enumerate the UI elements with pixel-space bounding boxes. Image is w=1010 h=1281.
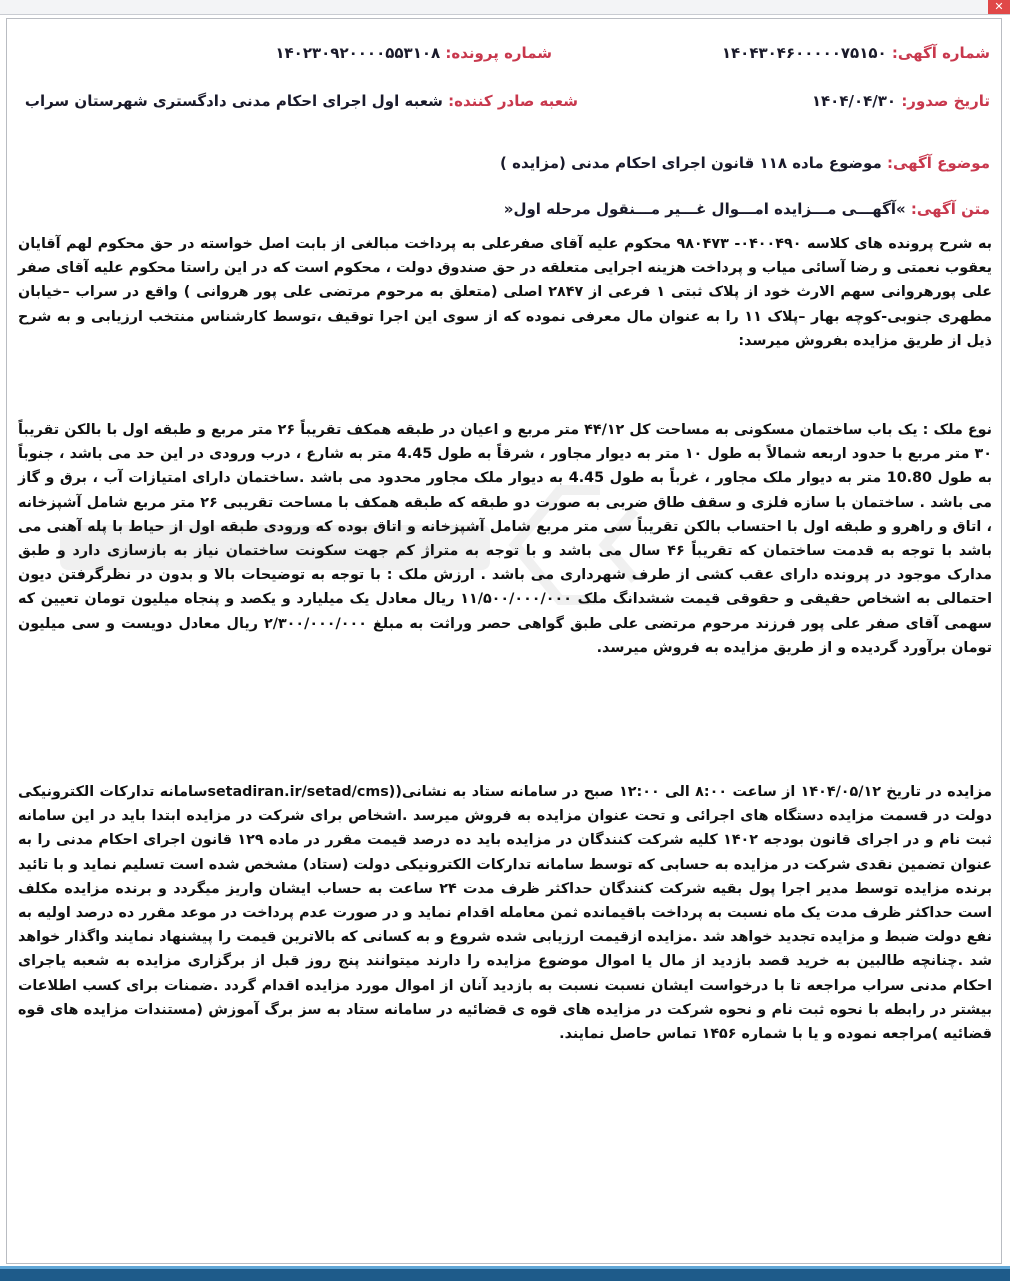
subject [500, 154, 990, 172]
file-number [275, 44, 552, 62]
text-label: متن آگهی: [910, 200, 990, 218]
bottom-bar [0, 1266, 1010, 1281]
issue-date [812, 92, 990, 110]
issuer-label: شعبه صادر کننده: [448, 92, 578, 110]
window-titlebar [0, 0, 1010, 15]
paragraph-property: نوع ملک : یک باب ساختمان مسکونی به مساحت کل ۴۴/۱۲ متر مربع و اعیان در طبقه همکف تقریباً ۲۶ متر مربع و طبقه اول با بالکن تقریباً ۳۰ متر مربع با حدود اربعه شمالاً به طول ۱۰ متر به دیوار مجاور ، شرقاً به طول 4.45 متر به شارع ، درب ورودی در این حد می باشد ، جنوباً به طول 10.80 متر به دیوار ملک مجاور ، غرباً به طول 4.45 به دیوار ملک مجاور محدود می باشد .ساختمان دارای امتیازات آب ، برق و گاز می باشد . ساختمان با سازه فلزی و سقف طاق ضربی به صورت دو طبقه که طبقه همکف با مساحت تقریبی ۲۶ متر مربع شامل آشپزخانه ، اتاق و راهرو و طبقه اول با احتساب بالکن تقریباً سی متر مربع شامل آشپزخانه و اتاق بوده که ورودی طبقه اول از حیاط با پله آهنی می باشد با توجه به قدمت ساختمان که تقریباً ۴۶ سال می باشد و با توجه به متراژ کم جهت سکونت ساختمان نیاز به بازسازی دارد و طبق مدارک موجود در پرونده دارای عقب کشی از طرف شهرداری می باشد . ارزش ملک : با توجه به توضیحات بالا و بدون در نظرگرفتن دیون احتمالی به اشخاص حقیقی و حقوقی قیمت ششدانگ ملک ۱۱/۵۰۰/۰۰۰/۰۰۰ ریال معادل یک میلیارد و یکصد و پنجاه میلیون تومان تعیین که سهمی آقای صفر علی پور فرزند مرحوم مرتضی علی طبق گواهی حصر وراثت به مبلغ ۲/۳۰۰/۰۰۰/۰۰۰ ریال معادل دویست و سی میلیون تومان برآورد گردیده و از طریق مزایده به فروش میرسد. [18, 422, 993, 656]
issuer-value: شعبه اول اجرای احکام مدنی دادگستری شهرستان سراب [24, 92, 443, 110]
ad-number-label: شماره آگهی: [891, 44, 990, 62]
issue-date-value: ۱۴۰۴/۰۴/۳۰ [811, 92, 897, 110]
text-title: »آگهـــی مـــزایده امـــوال غـــیر مـــنقول مرحله اول« [503, 200, 906, 218]
header-row-2 [14, 92, 996, 122]
subject-label: موضوع آگهی: [886, 154, 990, 172]
close-icon[interactable]: ✕ [988, 0, 1010, 14]
issue-date-label: تاریخ صدور: [901, 92, 990, 110]
header-row-1 [14, 44, 996, 74]
ad-number [722, 44, 990, 62]
subject-value: موضوع ماده ۱۱۸ قانون اجرای احکام مدنی (مزایده ) [500, 154, 882, 172]
ad-number-value: ۱۴۰۴۳۰۴۶۰۰۰۰۰۷۵۱۵۰ [721, 44, 887, 62]
announcement-title [504, 200, 990, 218]
file-number-label: شماره پرونده: [445, 44, 552, 62]
paragraph-case: به شرح پرونده های کلاسه ۰۴۰۰۴۹۰- ۹۸۰۴۷۳ محکوم علیه آقای صفرعلی به پرداخت مبالغی از بابت اصل خواسته در حق محکوم لهم آقایان یعقوب نعمتی و رضا آسائی میاب و پرداخت هزینه اجرایی متعلقه در حق صندوق دولت ، محکوم است که در این راستا محکوم علیه آقای صفر علی پورهروانی سهم الارث خود از پلاک ثبتی ۱ فرعی از ۲۸۴۷ اصلی (متعلق به مرحوم مرتضی علی پور هروانی ) واقع در سراب –خیابان مطهری جنوبی-کوچه بهار –پلاک ۱۱ را به عنوان مال معرفی نموده که از سوی این اجرا توقیف ،توسط کارشناس منتخب ارزیابی و به شرح ذیل از طریق مزایده بفروش میرسد: [18, 236, 993, 349]
file-number-value: ۱۴۰۲۳۰۹۲۰۰۰۰۵۵۳۱۰۸ [275, 44, 441, 62]
paragraph-auction: مزایده در تاریخ ۱۴۰۴/۰۵/۱۲ از ساعت ۸:۰۰ الی ۱۲:۰۰ صبح در سامانه ستاد به نشانی((setadiran.ir/setad/cmsسامانه تدارکات الکترونیکی دولت در قسمت مزایده دستگاه های اجرائی و تحت عنوان مزایده به فروش میرسد .اشخاص برای شرکت در مزایده ابتدا باید در این سامانه ثبت نام و در اجرای قانون بودجه ۱۴۰۲ کلیه شرکت کنندگان در مزایده باید ده درصد قیمت مقرر در ماده ۱۲۹ قانون اجرای احکام مدنی را به عنوان تضمین نقدی شرکت در مزایده به حسابی که توسط سامانه تدارکات الکترونیکی دولت (ستاد) مشخص شده است تسلیم نماید و با تائید برنده مزایده توسط مدیر اجرا پول بقیه شرکت کنندگان حداکثر ظرف مدت ۲۴ ساعت به حساب ایشان واریز میگردد و برنده مزایده مکلف است حداکثر ظرف مدت یک ماه نسبت به پرداخت باقیمانده ثمن معامله اقدام نماید و در صورت عدم پرداخت در موعد مقرر ده درصد اولیه به نفع دولت ضبط و مزایده تجدید خواهد شد .مزایده ازقیمت ارزیابی شده شروع و به کسانی که بالاترین قیمت را پیشنهاد نمایند واگذار خواهد شد .چنانچه طالبین به خرید قصد بازدید از مال یا اموال موضوع مزایده را دارند میتوانند پنج روز قبل از برگزاری مزایده به شعبه یاجرای احکام مدنی سراب مراجعه تا با درخواست ایشان نسبت نسبت به بازدید آنان از اموال مورد مزایده اقدام گردد .ضمنات برای کسب اطلاعات بیشتر در رابطه با نحوه ثبت نام و نحوه شرکت در مزایده های قوه ی قضائیه در سامانه ستاد به سز برگ آموزش (مستندات مزایده های قوه قضائیه )مراجعه نموده و یا با شماره ۱۴۵۶ تماس حاصل نمایند. [18, 784, 993, 1043]
bottom-bar-highlight [0, 1266, 1010, 1269]
issuer [25, 92, 578, 110]
